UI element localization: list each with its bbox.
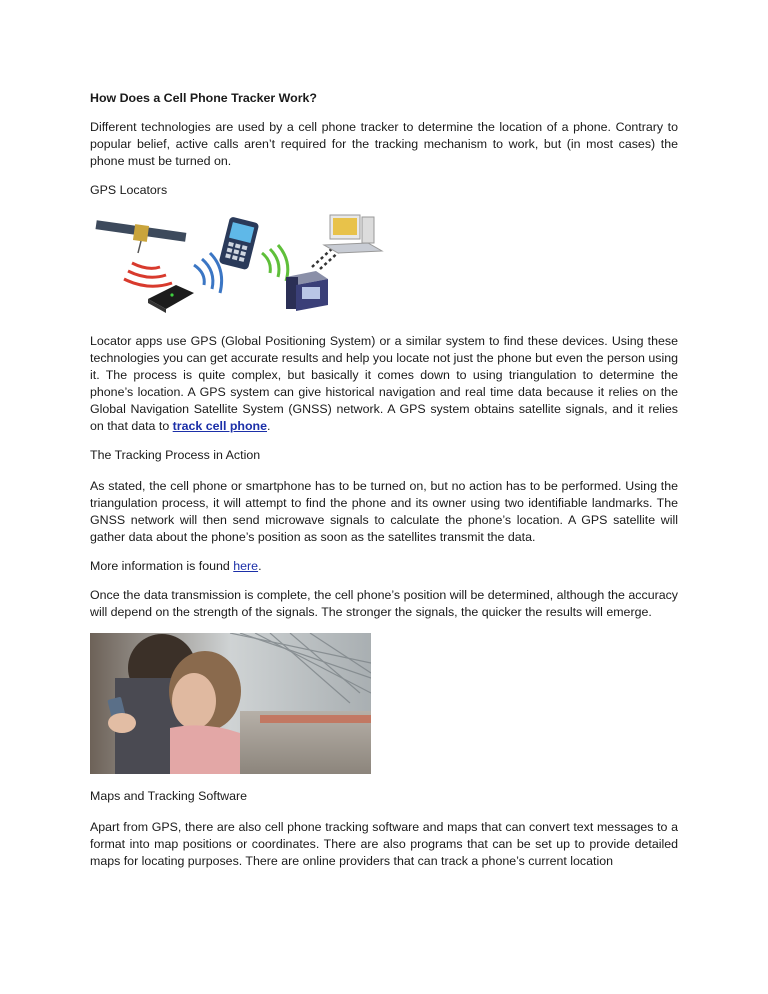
base-station-icon: [286, 271, 328, 311]
computer-icon: [324, 215, 382, 253]
document-body: [90, 90, 678, 882]
signal-arcs-blue: [194, 253, 222, 293]
more-info-end: .: [258, 559, 262, 573]
more-info-paragraph: [90, 558, 678, 575]
gps-tracking-illustration: [90, 213, 410, 313]
transmission-paragraph: Once the data transmission is complete, the cell phone’s position will be determined, although the accuracy will depend on the strength of the signals. The stronger the signals, the quicker the results will emerge.: [90, 588, 678, 619]
more-info-text: More information is found: [90, 559, 234, 573]
gps-paragraph-text: Locator apps use GPS (Global Positioning System) or a similar system to find these devices. Using these technologies you can get accurate results and help you locate not just the phone but even the person using it. The process is quite complex, but basically it comes down to using triangulation to determine the phone’s location. A GPS system can give historical navigation and real time data because it relies on the Global Navigation Satellite System (GNSS) network. A GPS system obtains satellite signals, and it relies on that data to: [90, 334, 678, 433]
heading-gps-locators: GPS Locators: [90, 183, 168, 197]
satellite-icon: [95, 220, 186, 253]
heading-maps-software: Maps and Tracking Software: [90, 789, 248, 803]
gps-device-icon: [148, 285, 194, 313]
phone-icon: [219, 216, 260, 270]
gps-paragraph-end: .: [267, 419, 271, 433]
gps-paragraph: [90, 333, 678, 435]
heading-tracking-process: The Tracking Process in Action: [90, 448, 261, 462]
signal-arcs-red: [124, 263, 172, 286]
process-paragraph: As stated, the cell phone or smartphone has to be turned on, but no action has to be performed. Using the triangulation process, it will attempt to find the phone and its owner using two identifiable landmarks. The GNSS network will then send microwave signals to calculate the phone’s location. A GPS satellite will gather data about the phone’s position as soon as the satellites transmit the data.: [90, 479, 678, 544]
track-cell-phone-link[interactable]: track cell phone: [172, 419, 268, 433]
intro-paragraph: Different technologies are used by a cell phone tracker to determine the location of a phone. Contrary to popular belief, active calls aren’t required for the tracking mechanism to work, but (in most cases) the phone must be turned on.: [90, 120, 678, 168]
maps-paragraph: Apart from GPS, there are also cell phone tracking software and maps that can convert text messages to a format into map positions or coordinates. There are also programs that can be set up to provide detailed maps for locating purposes. There are online providers that can track a phone’s current location: [90, 820, 678, 868]
document-title: How Does a Cell Phone Tracker Work?: [90, 91, 317, 105]
signal-arcs-green: [262, 245, 288, 281]
here-link[interactable]: here: [233, 559, 259, 573]
couple-station-photo: [90, 633, 371, 774]
